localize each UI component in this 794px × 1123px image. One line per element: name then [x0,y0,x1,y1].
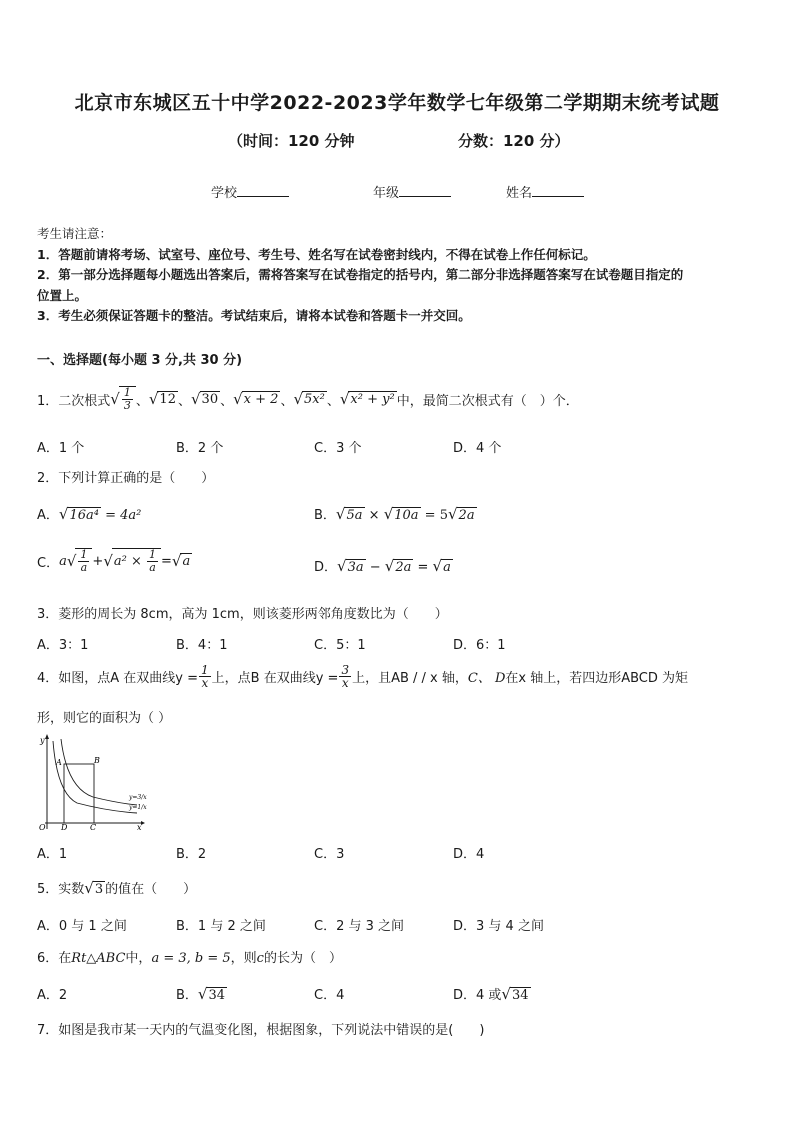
question-3: 3．菱形的周长为 8cm，高为 1cm，则该菱形两邻角度数比为（ ） [37,607,448,622]
label-d: D [61,823,68,831]
q4-option-c[interactable]: C．3 [314,847,345,862]
label-x: x [137,823,142,831]
name-field [506,182,584,201]
school-label: 学校 [211,186,238,201]
q5-option-d[interactable]: D．3 与 4 之间 [453,919,544,934]
q1-radical-6: x² + y² [350,392,395,407]
score-label: 分数：120 分） [458,132,570,150]
q6-option-b[interactable]: B．√34 [176,985,226,1003]
curve-y-3-over-x [61,739,137,805]
question-7: 7．如图是我市某一天内的气温变化图，根据图象，下列说法中错误的是( ) [37,1023,485,1038]
rectangle-abcd [64,764,94,823]
q1-option-c[interactable]: C．3 个 [314,441,362,456]
q3-option-b[interactable]: B．4：1 [176,638,228,653]
notice-heading: 考生请注意： [37,226,113,241]
q3-option-c[interactable]: C．5：1 [314,638,366,653]
q6-option-d[interactable]: D．4 或√34 [453,985,529,1003]
q1-radical-5: 5x² [304,392,325,407]
notice-item: 位置上。 [37,288,88,303]
label-curve-1: y=1/x [129,804,147,811]
question-4-line-2: 形，则它的面积为（ ） [37,711,172,726]
label-y: y [40,736,45,745]
q2-option-a[interactable]: A．√16a⁴ = 4a² [37,505,142,523]
q3-option-d[interactable]: D．6：1 [453,638,506,653]
q4-option-a[interactable]: A．1 [37,847,68,862]
question-5: 5．实数√3 的值在（ ） [37,879,197,897]
label-a: A [56,758,62,767]
label-curve-3: y=3/x [129,794,147,801]
school-field [211,182,289,201]
grade-blank [399,184,451,197]
q5-option-a[interactable]: A．0 与 1 之间 [37,919,127,934]
q6-option-c[interactable]: C．4 [314,988,345,1003]
q2-option-d[interactable]: D．√3a − √2a = √a [314,557,451,575]
q2-option-b[interactable]: B．√5a × √10a = 5√2a [314,505,475,523]
grade-field [373,182,451,201]
q6-option-a[interactable]: A．2 [37,988,68,1003]
q4-option-d[interactable]: D．4 [453,847,485,862]
section-heading: 一、选择题(每小题 3 分,共 30 分) [37,353,243,368]
question-4: 4．如图，点A 在双曲线y = $\frac{1}{x}$ 上，点B 在双曲线y = $\frac{3}{x}$ 上，且AB / / x 轴， C、 D 在x 轴上，若四边形ABCD 为矩 [37,663,689,690]
name-label: 姓名 [506,186,533,201]
question-2: 2．下列计算正确的是（ ） [37,471,215,486]
page-title: 北京市东城区五十中学2022-2023学年数学七年级第二学期期末统考试题 [74,92,720,114]
curve-y-1-over-x [53,741,137,813]
q1-prefix: 1．二次根式 [37,393,111,409]
label-b: B [94,756,100,765]
notice-item: 3．考生必须保证答题卡的整洁。考试结束后，请将本试卷和答题卡一并交回。 [37,308,471,323]
q1-option-b[interactable]: B．2 个 [176,441,224,456]
q5-option-b[interactable]: B．1 与 2 之间 [176,919,266,934]
q1-radical-2: 12 [159,392,176,407]
grade-label: 年级 [373,186,400,201]
q2-option-c[interactable]: C． a √ $\frac{1}{a}$ + √ a² × $\frac{1}{a}$ = √ a [37,548,191,574]
question-6: 6．在Rt△ABC中，a = 3, b = 5，则c的长为（ ） [37,951,342,966]
q1-suffix: 中，最简二次根式有（ ）个． [396,393,579,409]
name-blank [532,184,584,197]
hyperbola-graph [37,733,157,831]
question-1: 1．二次根式 √ $\frac{1}{3}$ 、 √ 12 、 √ 30 、 √ x + 2 、 √ 5x² 、 √ x² + y² 中，最简二次根式有（ ）个． [37,386,579,412]
notice-item: 2．第一部分选择题每小题选出答案后，需将答案写在试卷指定的括号内，第二部分非选择题答案写在试卷题目指定的 [37,267,684,282]
label-o: O [39,823,46,831]
school-blank [237,184,289,197]
time-label: （时间：120 分钟 [228,132,355,150]
q1-radical-3: 30 [201,392,219,407]
label-c: C [90,823,97,831]
q4-option-b[interactable]: B．2 [176,847,207,862]
q3-option-a[interactable]: A．3：1 [37,638,89,653]
q5-option-c[interactable]: C．2 与 3 之间 [314,919,405,934]
q1-option-a[interactable]: A．1 个 [37,441,85,456]
q1-option-d[interactable]: D．4 个 [453,441,502,456]
notice-item: 1．答题前请将考场、试室号、座位号、考生号、姓名写在试卷密封线内，不得在试卷上作任何标记。 [37,247,596,262]
q1-radical-1: $\frac{1}{3}$ [119,386,136,412]
q1-radical-4: x + 2 [243,392,279,407]
